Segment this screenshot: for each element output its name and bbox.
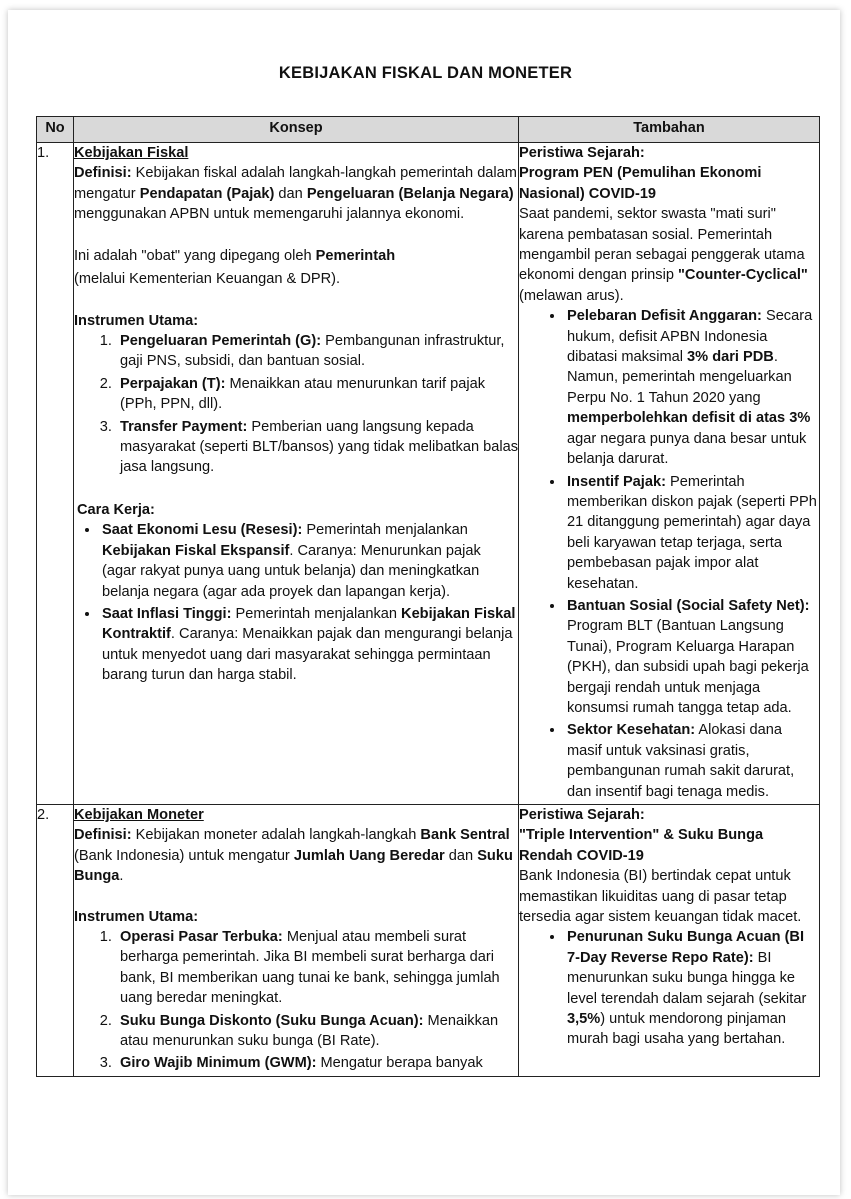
cara-kerja-list <box>74 520 518 685</box>
instrument-list <box>74 331 518 478</box>
konsep-cell <box>74 143 519 805</box>
section-heading: Kebijakan Moneter <box>74 807 204 823</box>
table-header-row <box>37 117 820 143</box>
table-row <box>37 805 820 1077</box>
list-item: • Penurunan Suku Bunga Acuan (BI 7-Day Reverse Repo Rate): BI menurunkan suku bunga hingga ke level terendah dalam sejarah (sekitar 3,5%) untuk mendorong pinjaman murah bagi usaha yang bertahan. <box>565 927 819 1049</box>
row-number: 2. <box>37 805 74 1077</box>
history-title: "Triple Intervention" & Suku Bunga Rendah COVID-19 <box>519 827 764 864</box>
list-item: • Insentif Pajak: Pemerintah memberikan diskon pajak (seperti PPh 21 ditanggung pemerintah) agar daya beli karyawan tetap terjaga, serta pembebasan pajak impor alat kesehatan. <box>565 472 819 594</box>
instrument-title: Instrumen Utama: <box>74 312 199 329</box>
section-heading: Kebijakan Fiskal <box>74 145 189 161</box>
policy-table <box>36 116 820 1077</box>
history-paragraph: Bank Indonesia (BI) bertindak cepat untuk memastikan likuiditas uang di pasar tetap tersedia agar sistem keuangan tidak macet. <box>519 868 802 926</box>
konsep-cell <box>74 805 519 1077</box>
history-list <box>519 306 819 802</box>
list-item: 1. Operasi Pasar Terbuka: Menjual atau membeli surat berharga pemerintah. Jika BI membeli surat berharga dari bank, BI memberikan uang tunai ke bank, sehingga jumlah uang beredar meningkat. <box>116 927 518 1009</box>
list-item: • Pelebaran Defisit Anggaran: Secara hukum, defisit APBN Indonesia dibatasi maksimal 3% dari PDB. Namun, pemerintah mengeluarkan Perpu No. 1 Tahun 2020 yang memperbolehkan defisit di atas 3% agar negara punya dana besar untuk belanja darurat. <box>565 306 819 469</box>
list-item: 2. Suku Bunga Diskonto (Suku Bunga Acuan): Menaikkan atau menurunkan suku bunga (BI Rate). <box>116 1011 518 1052</box>
history-paragraph: Saat pandemi, sektor swasta "mati suri" karena pembatasan sosial. Pemerintah mengambil peran sebagai penggerak utama ekonomi dengan prinsip "Counter-Cyclical" (melawan arus). <box>519 206 808 304</box>
list-item: • Sektor Kesehatan: Alokasi dana masif untuk vaksinasi gratis, pembangunan rumah sakit darurat, dan insentif bagi tenaga medis. <box>565 720 819 802</box>
definition-paragraph: Definisi: Kebijakan moneter adalah langkah-langkah Bank Sentral (Bank Indonesia) untuk mengatur Jumlah Uang Beredar dan Suku Bunga. <box>74 827 513 885</box>
row-number: 1. <box>37 143 74 805</box>
page-title: KEBIJAKAN FISKAL DAN MONETER <box>278 64 573 82</box>
header-no: No <box>37 117 74 143</box>
header-tambahan: Tambahan <box>519 117 820 143</box>
cara-kerja-title: Cara Kerja: <box>77 501 155 518</box>
history-title: Program PEN (Pemulihan Ekonomi Nasional) COVID-19 <box>519 165 762 202</box>
history-list <box>519 927 819 1049</box>
history-label: Peristiwa Sejarah: <box>519 807 645 823</box>
header-konsep: Konsep <box>74 117 519 143</box>
instrument-list <box>74 927 518 1074</box>
list-item: 3. Transfer Payment: Pemberian uang langsung kepada masyarakat (seperti BLT/bansos) yang tidak melibatkan balas jasa langsung. <box>116 417 518 478</box>
table-row <box>37 143 820 805</box>
list-item: 1. Pengeluaran Pemerintah (G): Pembangunan infrastruktur, gaji PNS, subsidi, dan bantuan sosial. <box>116 331 518 372</box>
list-item: • Saat Ekonomi Lesu (Resesi): Pemerintah menjalankan Kebijakan Fiskal Ekspansif. Caranya: Menurunkan pajak (agar rakyat punya uang untuk belanja) dan meningkatkan belanja negara (agar ada proyek dan lapangan kerja). <box>100 520 518 602</box>
list-item: 3. Giro Wajib Minimum (GWM): Mengatur berapa banyak <box>116 1053 518 1073</box>
history-label: Peristiwa Sejarah: <box>519 145 645 161</box>
tambahan-cell <box>519 805 820 1077</box>
instrument-title: Instrumen Utama: <box>74 908 199 925</box>
list-item: • Saat Inflasi Tinggi: Pemerintah menjalankan Kebijakan Fiskal Kontraktif. Caranya: Menaikkan pajak dan mengurangi belanja untuk menyedot uang dari masyarakat sehingga permintaan barang turun dan harga stabil. <box>100 604 518 686</box>
list-item: • Bantuan Sosial (Social Safety Net): Program BLT (Bantuan Langsung Tunai), Program Keluarga Harapan (PKH), dan subsidi upah bagi pekerja bergaji rendah untuk menjaga konsumsi rumah tangga tetap ada. <box>565 596 819 718</box>
obat-paragraph: Ini adalah "obat" yang dipegang oleh Pemerintah (melalui Kementerian Keuangan & DPR). <box>74 247 396 287</box>
list-item: 2. Perpajakan (T): Menaikkan atau menurunkan tarif pajak (PPh, PPN, dll). <box>116 374 518 415</box>
tambahan-cell <box>519 143 820 805</box>
definition-paragraph: Definisi: Kebijakan fiskal adalah langkah-langkah pemerintah dalam mengatur Pendapatan (Pajak) dan Pengeluaran (Belanja Negara) menggunakan APBN untuk memengaruhi jalannya ekonomi. <box>74 165 517 223</box>
